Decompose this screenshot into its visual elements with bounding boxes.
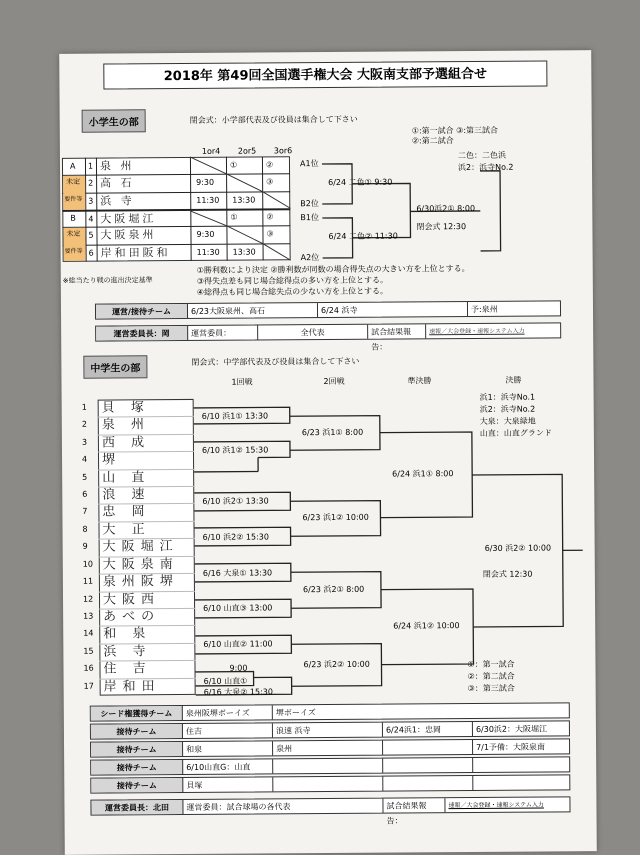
host-cell — [383, 776, 473, 791]
team-number: 16 — [83, 665, 93, 673]
group-a-label: A — [70, 163, 76, 171]
team-name: 浜 寺 — [103, 645, 151, 658]
elem-venue: 二色：二色浜 — [458, 152, 506, 160]
middle-closing-time: 閉会式 12:30 — [483, 571, 533, 579]
sf-match-label: 6/24 浜1② 10:00 — [393, 622, 459, 630]
group-cell: ① — [230, 214, 237, 222]
team-number: 6 — [82, 491, 87, 499]
rule-line: ③得失点差も同じ場合総得点の多い方を上位とする。 — [197, 277, 388, 286]
team-name: 堺 — [102, 454, 121, 467]
seed-cell: 泉州阪堺ボーイズ — [183, 705, 273, 720]
round-header: 決勝 — [505, 377, 521, 385]
middle-venue: 大泉：大泉緑地 — [480, 418, 536, 426]
team-name: 和 泉 — [103, 628, 151, 641]
team-number: 4 — [88, 216, 93, 224]
host-cell: 貝塚 — [183, 777, 273, 792]
report-label: 試合結果報告： — [383, 798, 445, 812]
sf-match-label: 6/24 浜1① 8:00 — [392, 470, 453, 478]
middle-closing-note: 閉会式：中学部代表及び役員は集合して下さい — [191, 358, 359, 367]
middle-venue: 山直：山直グランド — [480, 429, 552, 438]
team-number: 3 — [82, 438, 87, 446]
group-b-label: B — [70, 215, 76, 223]
position-label: A1位 — [300, 160, 319, 168]
r2-match-label: 6/23 浜1② 10:00 — [302, 514, 368, 522]
middle-legend: ③：第三試合 — [468, 685, 515, 693]
middle-committee-row — [90, 796, 570, 815]
group-cell: 9:30 — [196, 231, 214, 239]
host-row — [90, 774, 570, 793]
position-label: A2位 — [301, 254, 320, 262]
middle-section-label: 中学生の部 — [83, 355, 147, 378]
group-cell: ② — [266, 213, 273, 221]
r1-match-label: 6/10 山直② 11:00 — [203, 640, 272, 648]
r1-match-label: 6/10 浜2② 15:30 — [203, 533, 269, 541]
team-number: 15 — [83, 647, 93, 655]
team-name: 大阪西 — [103, 593, 160, 606]
ops-cell: 予:泉州 — [468, 301, 560, 316]
elem-closing-time: 閉会式 12:30 — [416, 223, 466, 231]
host-row — [90, 738, 570, 757]
middle-final-label: 6/30 浜2② 10:00 — [485, 544, 551, 552]
rule-note: ※総当たり戦の進出決定基準 — [63, 277, 153, 285]
team-name: 岸和田 — [104, 680, 161, 693]
col-header: 3or6 — [274, 147, 292, 155]
position-label: B2位 — [300, 200, 319, 208]
team-name: 大阪堀江 — [103, 540, 179, 554]
host-cell — [273, 777, 383, 792]
round-header: 1回戦 — [231, 379, 252, 387]
round-legend-2: ②:第二試合 — [412, 137, 454, 145]
host-cell — [273, 759, 383, 774]
ops-label: 運営/接待チーム — [96, 304, 188, 319]
team-name: 住 吉 — [103, 662, 151, 675]
team-name: 浜 寺 — [100, 195, 135, 206]
host-cell — [473, 775, 569, 790]
r1-match-label: 6/10 浜1① 13:30 — [202, 412, 268, 420]
team-number: 2 — [82, 421, 87, 429]
team-number: 5 — [82, 473, 87, 481]
group-cell: 13:30 — [233, 249, 256, 257]
host-label: 接待チーム — [91, 778, 183, 793]
r2-match-label: 6/23 浜2① 8:00 — [303, 586, 364, 594]
host-cell: 6/10山直G：山直 — [183, 759, 273, 774]
team-number: 13 — [83, 613, 93, 621]
group-cell: ① — [230, 162, 237, 170]
team-name: 泉 州 — [100, 160, 135, 171]
host-cell — [473, 757, 569, 772]
ops-cell: 6/24 浜寺 — [318, 302, 468, 317]
position-label: B1位 — [300, 214, 319, 222]
elementary-section-label: 小学生の部 — [82, 109, 146, 132]
host-cell: 和泉 — [183, 741, 273, 756]
round-legend-1: ①:第一試合 ③:第三試合 — [412, 127, 498, 136]
host-cell: 6/24浜1：忠岡 — [383, 722, 473, 737]
round-header: 準決勝 — [407, 377, 431, 385]
elementary-closing-note: 閉会式：小学部代表及び役員は集合して下さい — [190, 116, 358, 125]
round-header: 2回戦 — [323, 378, 344, 386]
team-name: 泉 州 — [102, 419, 150, 432]
middle-legend: ②：第二試合 — [468, 673, 515, 681]
host-row — [90, 720, 570, 739]
team-number: 17 — [84, 682, 94, 690]
team-number: 1 — [82, 404, 87, 412]
team-name: 山 直 — [102, 471, 150, 484]
committee-member-label: 運営委員： — [188, 325, 258, 339]
r1-match-label: 9:00 — [229, 665, 247, 673]
team-number: 5 — [88, 232, 93, 240]
middle-venue: 浜1：浜寺No.1 — [480, 394, 536, 402]
team-number: 14 — [83, 630, 93, 638]
elem-match-label: 6/30浜2① 8:00 — [416, 205, 475, 213]
r1-match-label: 6/10 山直③ 13:00 — [203, 604, 272, 612]
group-cell: 13:30 — [232, 197, 255, 205]
group-cell: 9:30 — [196, 179, 214, 187]
report-label: 試合結果報告： — [368, 324, 426, 338]
team-number: 8 — [83, 526, 88, 534]
host-row — [90, 756, 570, 775]
r1-match-label: 6/16 大泉① 13:30 — [203, 569, 272, 577]
team-name: 浪 速 — [102, 488, 150, 501]
requirements-label: 要件等 — [65, 249, 83, 255]
team-number: 1 — [88, 163, 93, 171]
team-name: 西 成 — [102, 436, 150, 449]
r2-match-label: 6/23 浜2② 10:00 — [303, 661, 369, 669]
host-label: 接待チーム — [91, 724, 183, 739]
report-value: 速報／大会登録・速報システム入力 — [445, 797, 569, 812]
rule-line: ④総得点も同じ場合総失点の少ない方を上位とする。 — [197, 288, 388, 297]
undecided-label: 未定 — [66, 231, 80, 238]
host-cell: 泉州 — [273, 741, 383, 756]
seed-row — [90, 702, 570, 721]
team-name: 高 石 — [100, 177, 135, 188]
r1-match-label: 6/10 浜1② 15:30 — [202, 446, 268, 454]
elem-venue: 浜2：浜寺No.2 — [458, 164, 514, 172]
team-name: 泉州阪堺 — [103, 575, 179, 589]
team-name: 忠 岡 — [102, 506, 150, 519]
committee-chair: 運営委員長：岡 — [96, 326, 188, 341]
seed-cell: 堺ボーイズ — [273, 703, 569, 719]
team-number: 6 — [89, 250, 94, 258]
team-name: 大阪泉州 — [100, 229, 156, 240]
team-name: あべの — [103, 610, 160, 623]
host-cell — [383, 740, 473, 755]
tournament-sheet — [59, 50, 597, 855]
committee-member-value: 全代表 — [258, 325, 368, 340]
middle-venue: 浜2：浜寺No.2 — [480, 406, 536, 414]
team-name: 貝 塚 — [102, 401, 150, 414]
team-number: 12 — [83, 595, 93, 603]
r2-match-label: 6/23 浜1① 8:00 — [302, 429, 363, 437]
team-name: 大 正 — [102, 523, 150, 536]
page-title: 2018年 第49回全国選手権大会 大阪南支部予選組合せ — [59, 67, 591, 84]
middle-legend: ①：第一試合 — [467, 661, 514, 669]
team-number: 7 — [82, 508, 87, 516]
rule-line: ①勝利数により決定 ②勝利数が同数の場合得失点の大きい方を上位とする。 — [197, 265, 470, 275]
group-cell: ② — [266, 161, 273, 169]
col-header: 1or4 — [202, 148, 220, 156]
elem-match-label: 6/24 二色② 11:30 — [328, 233, 397, 241]
team-name: 大阪堀江 — [100, 213, 156, 224]
elem-match-label: 6/24 二色① 9:30 — [328, 179, 392, 187]
team-name: 岸和田阪和 — [101, 247, 171, 258]
team-number: 3 — [88, 198, 93, 206]
host-cell: 浪速 浜寺 — [273, 723, 383, 738]
committee-member: 運営委員：試合球場の各代表 — [183, 799, 383, 814]
requirements-label: 要件等 — [64, 197, 82, 203]
team-number: 11 — [83, 578, 93, 586]
committee-chair: 運営委員長：北田 — [91, 800, 183, 815]
host-cell: 住吉 — [183, 723, 273, 738]
team-name: 大阪泉南 — [103, 558, 179, 572]
r1-match-label: 6/16 大泉② 15:30 — [204, 688, 273, 696]
host-label: 接待チーム — [91, 742, 183, 757]
host-cell — [383, 758, 473, 773]
team-number: 9 — [83, 543, 88, 551]
host-label: 接待チーム — [91, 760, 183, 775]
host-cell: 7/1予備：大阪泉南 — [473, 739, 569, 754]
r1-match-label: 6/10 山直① — [204, 678, 248, 686]
group-cell: 11:30 — [197, 249, 220, 257]
undecided-label: 未定 — [66, 179, 80, 186]
report-value: 速報／大会登録・速報システム入力 — [426, 323, 560, 338]
group-cell: ③ — [266, 178, 273, 186]
team-number: 10 — [83, 560, 93, 568]
r1-match-label: 6/10 浜2① 13:30 — [202, 497, 268, 505]
group-cell: ③ — [266, 230, 273, 238]
team-number: 2 — [88, 180, 93, 188]
host-cell: 6/30浜2：大阪堀江 — [473, 721, 569, 736]
seed-label: シード権獲得チーム — [91, 706, 183, 721]
col-header: 2or5 — [238, 147, 256, 155]
group-cell: 11:30 — [196, 197, 219, 205]
ops-cell: 6/23大阪泉州、高石 — [188, 303, 318, 318]
team-number: 4 — [82, 456, 87, 464]
